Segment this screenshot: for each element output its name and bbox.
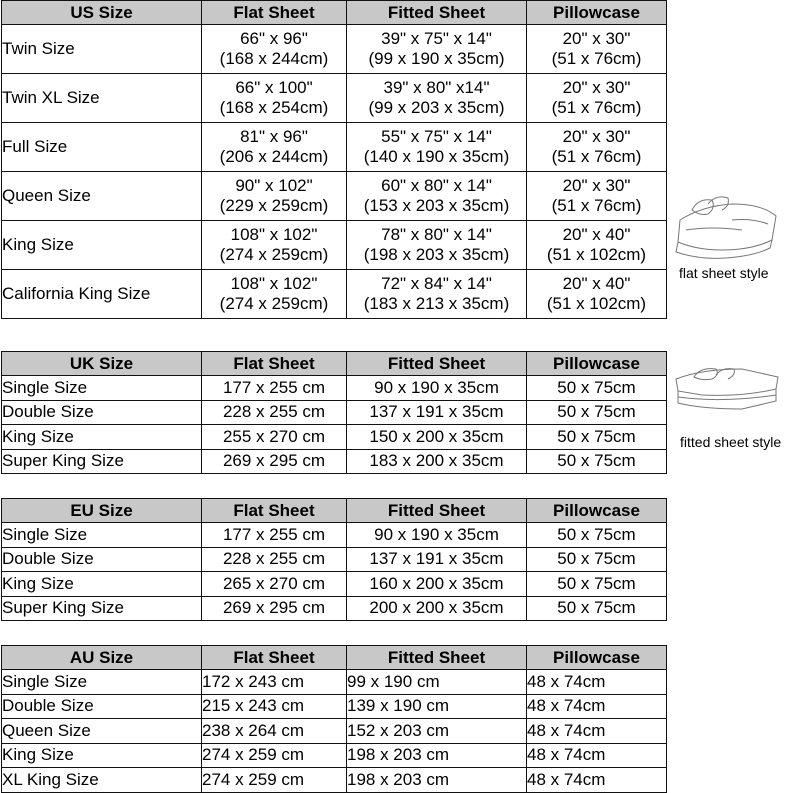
imperial-value: 55" x 75" x 14" [381,127,492,146]
fitted-sheet-cell: 152 x 203 cm [347,719,527,744]
imperial-value: 20" x 30" [562,29,631,48]
imperial-value: 66" x 100" [235,78,313,97]
pillowcase-cell: 50 x 75cm [527,572,667,597]
pillowcase-cell: 50 x 75cm [527,596,667,621]
eu-size-table [1,498,667,621]
flat-sheet-cell: 172 x 243 cm [202,670,347,695]
metric-value: (168 x 254cm) [219,98,329,117]
flat-sheet-cell: 177 x 255 cm [202,523,347,548]
size-cell: King Size [2,743,202,768]
imperial-value: 20" x 30" [562,176,631,195]
size-cell: Double Size [2,694,202,719]
size-cell: Single Size [2,670,202,695]
size-cell: Queen Size [2,719,202,744]
flat-sheet-cell [202,221,347,270]
size-label: Queen Size [2,186,91,205]
eu-header-row [2,499,667,523]
size-cell: Single Size [2,523,202,548]
size-label: King Size [2,235,74,254]
us-size-table [1,0,667,319]
size-cell: Super King Size [2,449,202,474]
header-flat-sheet: Flat Sheet [202,646,347,670]
metric-value: (198 x 203 x 35cm) [363,245,510,264]
size-cell: King Size [2,425,202,450]
metric-value: (206 x 244cm) [219,147,329,166]
table-row [2,768,667,793]
fitted-sheet-illustration [672,365,784,415]
header-size: US Size [2,1,202,25]
pillowcase-cell: 48 x 74cm [527,670,667,695]
imperial-value: 72" x 84" x 14" [381,274,492,293]
flat-sheet-cell [202,25,347,74]
pillowcase-cell [527,25,667,74]
metric-value: (51 x 76cm) [551,147,642,166]
fitted-sheet-cell [347,74,527,123]
metric-value: (51 x 102cm) [546,245,647,264]
metric-value: (51 x 76cm) [551,196,642,215]
flat-sheet-caption: flat sheet style [679,265,769,281]
size-label: Full Size [2,137,68,156]
pillowcase-cell [527,172,667,221]
header-flat-sheet: Flat Sheet [202,1,347,25]
pillowcase-cell: 48 x 74cm [527,768,667,793]
size-cell [2,270,202,319]
table-row [2,425,667,450]
size-cell: Double Size [2,400,202,425]
imperial-value: 78" x 80" x 14" [381,225,492,244]
size-cell [2,172,202,221]
header-size: UK Size [2,352,202,376]
size-cell [2,25,202,74]
flat-sheet-cell [202,74,347,123]
flat-sheet-cell: 228 x 255 cm [202,547,347,572]
imperial-value: 20" x 40" [562,225,631,244]
pillowcase-cell [527,270,667,319]
pillowcase-cell: 50 x 75cm [527,376,667,401]
imperial-value: 39" x 75" x 14" [381,29,492,48]
flat-sheet-cell: 228 x 255 cm [202,400,347,425]
pillowcase-cell: 48 x 74cm [527,719,667,744]
size-cell [2,221,202,270]
metric-value: (153 x 203 x 35cm) [363,196,510,215]
header-pillowcase: Pillowcase [527,499,667,523]
table-row [2,719,667,744]
imperial-value: 108" x 102" [230,225,318,244]
header-flat-sheet: Flat Sheet [202,352,347,376]
fitted-sheet-cell: 198 x 203 cm [347,768,527,793]
pillowcase-cell: 50 x 75cm [527,523,667,548]
table-row [2,123,667,172]
pillowcase-cell: 50 x 75cm [527,425,667,450]
flat-sheet-cell: 269 x 295 cm [202,596,347,621]
flat-sheet-cell [202,270,347,319]
imperial-value: 20" x 30" [562,78,631,97]
fitted-sheet-cell: 137 x 191 x 35cm [347,400,527,425]
fitted-sheet-cell: 160 x 200 x 35cm [347,572,527,597]
size-cell: King Size [2,572,202,597]
flat-sheet-illustration [672,190,782,260]
header-fitted-sheet: Fitted Sheet [347,646,527,670]
size-label: Twin Size [2,39,75,58]
imperial-value: 60" x 80" x 14" [381,176,492,195]
table-row [2,694,667,719]
size-label: Twin XL Size [2,88,100,107]
size-cell: Single Size [2,376,202,401]
header-flat-sheet: Flat Sheet [202,499,347,523]
fitted-sheet-cell [347,25,527,74]
table-row [2,596,667,621]
size-cell [2,74,202,123]
pillowcase-cell: 48 x 74cm [527,743,667,768]
size-cell: Super King Size [2,596,202,621]
metric-value: (51 x 76cm) [551,49,642,68]
size-cell: XL King Size [2,768,202,793]
pillowcase-cell [527,74,667,123]
table-row [2,572,667,597]
metric-value: (274 x 259cm) [219,294,329,313]
fitted-sheet-cell [347,172,527,221]
table-row [2,172,667,221]
header-fitted-sheet: Fitted Sheet [347,499,527,523]
imperial-value: 66" x 96" [240,29,308,48]
table-row [2,74,667,123]
fitted-sheet-cell [347,270,527,319]
header-size: AU Size [2,646,202,670]
metric-value: (229 x 259cm) [219,196,329,215]
pillowcase-cell [527,123,667,172]
table-row [2,449,667,474]
size-cell: Double Size [2,547,202,572]
header-size: EU Size [2,499,202,523]
metric-value: (168 x 244cm) [219,49,329,68]
flat-sheet-cell: 274 x 259 cm [202,743,347,768]
header-pillowcase: Pillowcase [527,646,667,670]
pillowcase-cell [527,221,667,270]
metric-value: (51 x 76cm) [551,98,642,117]
fitted-sheet-cell: 139 x 190 cm [347,694,527,719]
metric-value: (99 x 190 x 35cm) [368,49,505,68]
table-row [2,376,667,401]
fitted-sheet-cell: 198 x 203 cm [347,743,527,768]
au-size-table [1,645,667,793]
metric-value: (183 x 213 x 35cm) [363,294,510,313]
us-header-row [2,1,667,25]
flat-sheet-cell: 265 x 270 cm [202,572,347,597]
size-cell [2,123,202,172]
fitted-sheet-cell: 183 x 200 x 35cm [347,449,527,474]
fitted-sheet-cell: 137 x 191 x 35cm [347,547,527,572]
flat-sheet-cell: 274 x 259 cm [202,768,347,793]
flat-sheet-cell: 255 x 270 cm [202,425,347,450]
imperial-value: 20" x 30" [562,127,631,146]
flat-sheet-cell: 269 x 295 cm [202,449,347,474]
fitted-sheet-cell: 90 x 190 x 35cm [347,523,527,548]
pillowcase-cell: 50 x 75cm [527,449,667,474]
metric-value: (274 x 259cm) [219,245,329,264]
table-row [2,547,667,572]
flat-sheet-cell: 238 x 264 cm [202,719,347,744]
metric-value: (99 x 203 x 35cm) [368,98,505,117]
fitted-sheet-cell: 150 x 200 x 35cm [347,425,527,450]
fitted-sheet-cell [347,123,527,172]
table-row [2,523,667,548]
imperial-value: 39" x 80" x14" [383,78,490,97]
au-header-row [2,646,667,670]
imperial-value: 20" x 40" [562,274,631,293]
fitted-sheet-cell: 90 x 190 x 35cm [347,376,527,401]
flat-sheet-cell [202,172,347,221]
header-fitted-sheet: Fitted Sheet [347,352,527,376]
size-label: California King Size [2,284,151,303]
imperial-value: 90" x 102" [235,176,313,195]
flat-sheet-cell: 215 x 243 cm [202,694,347,719]
uk-size-table [1,351,667,474]
table-row [2,270,667,319]
pillowcase-cell: 50 x 75cm [527,400,667,425]
pillowcase-cell: 48 x 74cm [527,694,667,719]
table-row [2,670,667,695]
table-row [2,221,667,270]
header-pillowcase: Pillowcase [527,1,667,25]
uk-header-row [2,352,667,376]
flat-sheet-cell: 177 x 255 cm [202,376,347,401]
metric-value: (140 x 190 x 35cm) [363,147,510,166]
table-row [2,25,667,74]
imperial-value: 108" x 102" [230,274,318,293]
table-row [2,743,667,768]
fitted-sheet-cell [347,221,527,270]
pillowcase-cell: 50 x 75cm [527,547,667,572]
metric-value: (51 x 102cm) [546,294,647,313]
flat-sheet-cell [202,123,347,172]
header-fitted-sheet: Fitted Sheet [347,1,527,25]
table-row [2,400,667,425]
fitted-sheet-cell: 200 x 200 x 35cm [347,596,527,621]
imperial-value: 81" x 96" [240,127,308,146]
fitted-sheet-caption: fitted sheet style [680,434,782,450]
header-pillowcase: Pillowcase [527,352,667,376]
fitted-sheet-cell: 99 x 190 cm [347,670,527,695]
